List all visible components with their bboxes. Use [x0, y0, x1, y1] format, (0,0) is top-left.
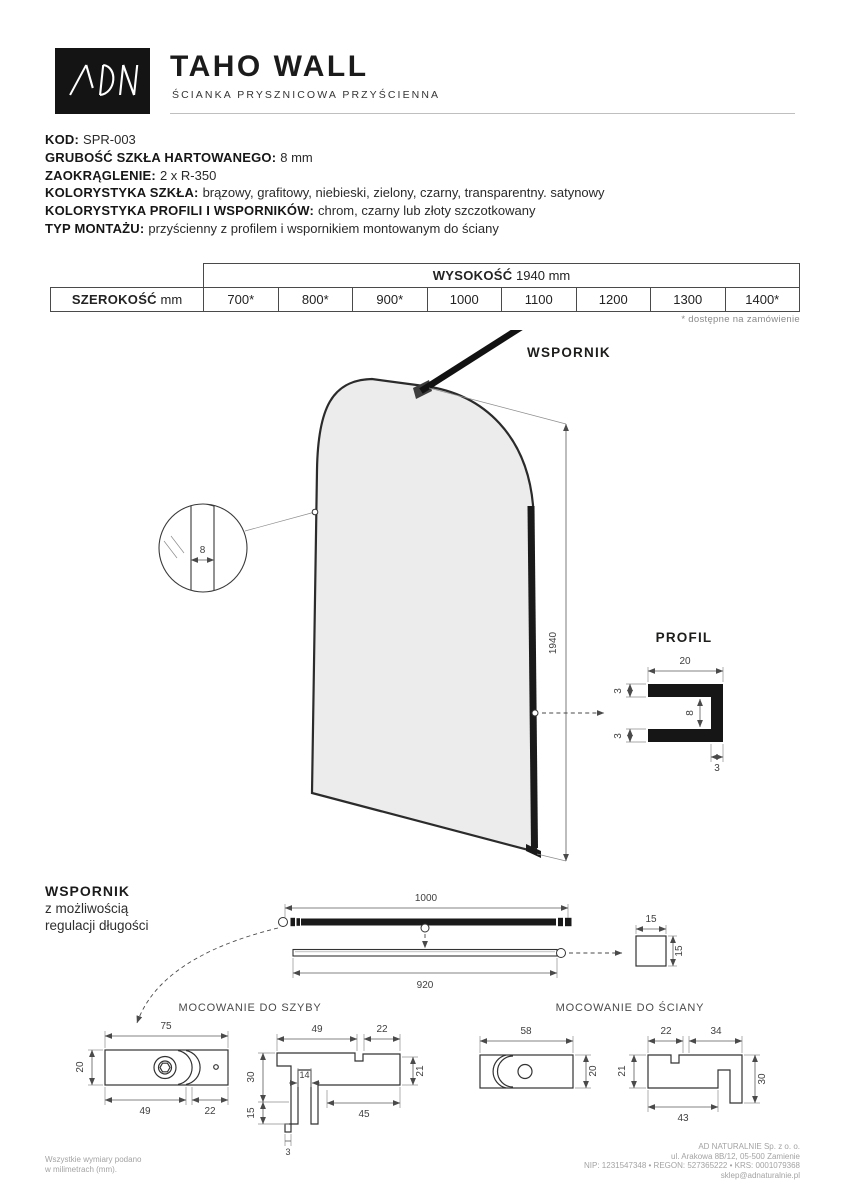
wall-mount-title: MOCOWANIE DO ŚCIANY [555, 1002, 705, 1014]
gm-front-edge-dim: 22 [204, 1106, 216, 1117]
rod-section-square [636, 936, 666, 966]
gm-side-bottom-dim: 45 [358, 1109, 370, 1120]
profil-title: PROFIL [655, 630, 713, 645]
width-unit: mm [160, 292, 183, 307]
rod-min-length-dim: 920 [416, 980, 434, 991]
wm-front-width-dim: 58 [520, 1026, 532, 1037]
footer-email-link[interactable]: sklep@adnaturalnie.pl [720, 1170, 800, 1180]
header-divider [170, 113, 795, 114]
glass-mount-side-view [246, 1024, 426, 1157]
rod-bar [301, 919, 556, 926]
footer-dimension-note [45, 1155, 141, 1175]
glass-thickness-dim: 8 [199, 545, 206, 556]
gm-side-topB-dim: 22 [376, 1024, 388, 1035]
gm-side-slot-dim: 14 [299, 1070, 310, 1080]
wall-mount-side-view [617, 1026, 768, 1124]
table-height-cell [204, 264, 800, 288]
availability-note: * dostępne na zamówienie [681, 314, 800, 325]
width-option: 1300 [651, 288, 726, 312]
rod-max-length-dim: 1000 [414, 893, 438, 904]
profil-width-dim: 20 [679, 656, 691, 667]
size-table [50, 263, 800, 312]
footer-company-info [584, 1142, 800, 1180]
bracket-section-header [45, 883, 149, 934]
spec-value: SPR-003 [83, 132, 136, 147]
gm-side-leftB-dim: 15 [246, 1107, 257, 1119]
square-top-dim: 15 [645, 914, 657, 925]
wm-side-topB-dim: 34 [710, 1026, 722, 1037]
spec-kod [45, 131, 605, 149]
footer-company-name: AD NATURALNIE Sp. z o. o. [698, 1142, 800, 1151]
glass-thickness-detail [159, 494, 318, 600]
gm-side-topA-dim: 49 [311, 1024, 323, 1035]
spec-value: przyścienny z profilem i wspornikiem montowanym do ściany [148, 220, 499, 236]
profil-gap-dim: 8 [685, 710, 696, 716]
spec-label: GRUBOŚĆ SZKŁA HARTOWANEGO: [45, 149, 277, 165]
logo-box [55, 48, 150, 114]
table-width-header [51, 288, 204, 312]
gm-front-offset-dim: 49 [139, 1106, 151, 1117]
page-title: TAHO WALL [170, 50, 369, 83]
table-height-row [51, 264, 800, 288]
width-option: 1100 [502, 288, 577, 312]
footer-registration-ids: NIP: 1231547348 • REGON: 527365222 • KRS: 0001079368 [584, 1161, 800, 1171]
bracket-section-sub2: regulacji długości [45, 918, 149, 933]
profil-flange-top-dim: 3 [613, 688, 624, 694]
bracket-section-sub1: z możliwością [45, 901, 129, 916]
gm-side-leftA-dim: 30 [246, 1071, 257, 1083]
bracket-rod [413, 330, 523, 399]
gm-side-foot-dim: 3 [285, 1147, 291, 1157]
wall-profile-strip [531, 506, 535, 848]
profil-drawing [613, 630, 723, 774]
square-right-dim: 15 [674, 945, 685, 957]
spec-label: KOLORYSTYKA PROFILI I WSPORNIKÓW: [45, 203, 315, 219]
gm-side-right-dim: 21 [415, 1065, 426, 1077]
bracket-section-title: WSPORNIK [45, 883, 130, 899]
spec-kolor-profili [45, 202, 605, 220]
table-width-row [51, 288, 800, 312]
height-label: WYSOKOŚĆ [432, 268, 513, 283]
footer-address: ul. Arakowa 8B/12, 05-500 Zamienie [671, 1151, 800, 1161]
wm-front-height-dim: 20 [588, 1065, 599, 1077]
spec-label: KOD: [45, 132, 80, 147]
spec-value: 2 x R-350 [159, 167, 217, 183]
glass-mount-title: MOCOWANIE DO SZYBY [178, 1002, 322, 1014]
footer-note-line2: w milimetrach (mm). [45, 1164, 117, 1174]
spec-value: chrom, czarny lub złoty szczotkowany [318, 203, 536, 219]
product-specs [45, 131, 605, 238]
glass-panel [312, 379, 541, 858]
spec-label: ZAOKRĄGLENIE: [45, 167, 156, 183]
height-dim-label: 1940 [548, 631, 559, 655]
hex-bolt [160, 1063, 170, 1072]
footer-note-line1: Wszystkie wymiary podano [45, 1155, 142, 1164]
gm-side-foot [285, 1124, 291, 1132]
wm-side-left-dim: 21 [617, 1065, 628, 1077]
spec-typ-montazu [45, 220, 605, 238]
spec-kolor-szkla [45, 184, 605, 202]
width-option: 1200 [576, 288, 651, 312]
width-option: 800* [278, 288, 353, 312]
profil-pointer [532, 710, 604, 716]
gm-front-width-dim: 75 [160, 1021, 172, 1032]
spec-value: brązowy, grafitowy, niebieski, zielony, czarny, transparentny. satynowy [202, 185, 605, 201]
height-value: 1940 mm [516, 268, 571, 283]
adn-logo-icon [55, 48, 150, 114]
bracket-label: WSPORNIK [527, 345, 611, 360]
spec-grubosc [45, 149, 605, 167]
width-option: 700* [204, 288, 279, 312]
width-option: 1000 [427, 288, 502, 312]
rod-inner-tube [293, 950, 557, 957]
page-subtitle: ŚCIANKA PRYSZNICOWA PRZYŚCIENNA [172, 89, 441, 101]
gm-front-height-dim: 20 [75, 1061, 86, 1073]
spec-label: TYP MONTAŻU: [45, 220, 145, 236]
wall-mount-front-view [480, 1026, 599, 1088]
technical-drawing [0, 330, 849, 1158]
wm-side-bottom-dim: 43 [677, 1113, 689, 1124]
spec-label: KOLORYSTYKA SZKŁA: [45, 185, 199, 201]
width-option: 1400* [725, 288, 800, 312]
profil-web-dim: 3 [714, 763, 720, 774]
width-label: SZEROKOŚĆ [71, 292, 157, 307]
wm-side-topA-dim: 22 [660, 1026, 672, 1037]
glass-mount-front-view [75, 1021, 228, 1117]
profil-flange-bottom-dim: 3 [613, 733, 624, 739]
spec-value: 8 mm [280, 149, 313, 165]
table-empty-cell [51, 264, 204, 288]
spec-zaokraglenie [45, 167, 605, 185]
wm-side-right-dim: 30 [757, 1073, 768, 1085]
width-option: 900* [353, 288, 428, 312]
